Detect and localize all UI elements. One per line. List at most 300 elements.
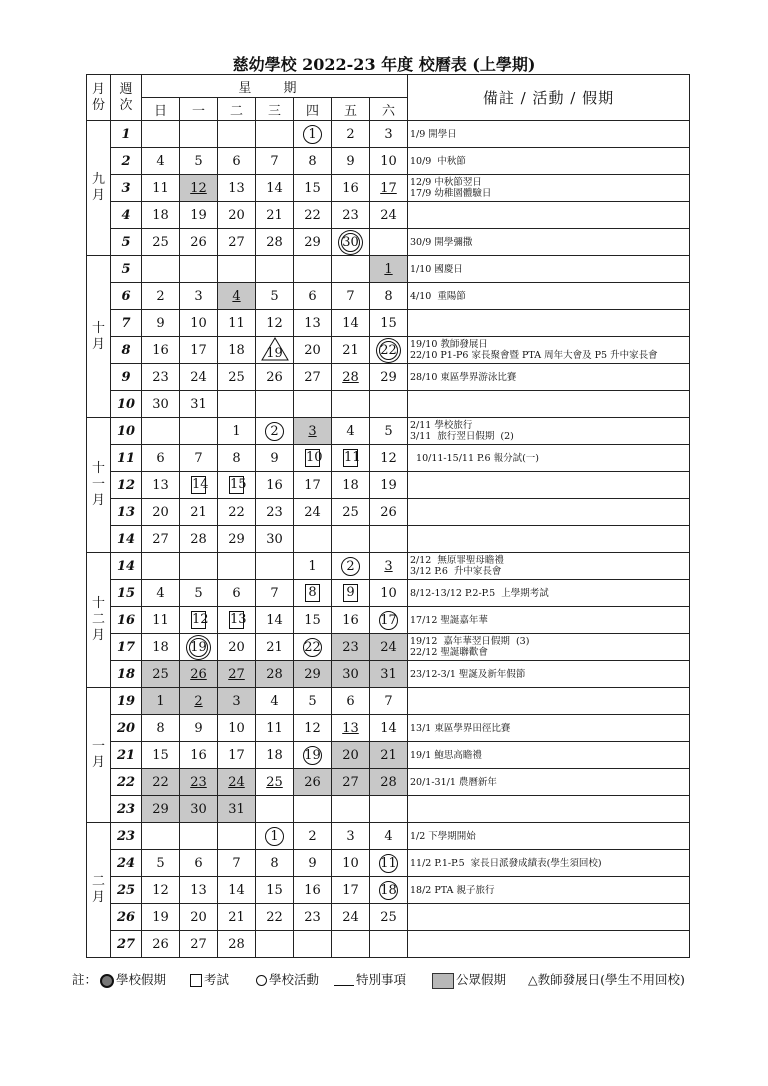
day-cell [218,580,256,607]
day-number: 1 [384,261,393,277]
week-number: 13 [111,499,142,526]
week-number: 23 [111,796,142,823]
day-cell [180,661,218,688]
day-number: 23 [342,639,359,655]
day-cell [332,283,370,310]
day-cell [218,364,256,391]
day-number: 27 [342,774,359,790]
day-number: 16 [342,612,359,628]
day-cell [142,553,180,580]
day-number: 16 [190,747,207,763]
day-number: 21 [342,342,359,358]
week-number: 26 [111,904,142,931]
day-cell [256,337,294,364]
remark-text: 8/12-13/12 P.2-P.5 上學期考試 [410,587,549,599]
remark-text: 3/12 P.6 升中家長會 [410,566,502,577]
day-number: 9 [308,855,317,871]
day-number: 31 [190,396,207,412]
week-number: 11 [111,445,142,472]
week-row [87,445,690,472]
day-number: 10 [190,315,207,331]
month-label: 一 月 [87,688,111,823]
day-number: 4 [270,693,279,709]
day-number: 20 [228,207,245,223]
day-cell [332,337,370,364]
remarks-cell [408,931,690,958]
filled-circle-icon [100,974,114,988]
day-cell [256,472,294,499]
day-cell [180,823,218,850]
day-number: 12 [304,720,321,736]
day-number: 14 [228,882,245,898]
day-cell [256,796,294,823]
remark-text: 4/10 重陽節 [410,290,466,302]
day-cell [180,931,218,958]
day-number: 6 [156,450,165,466]
day-number: 1 [232,423,241,439]
week-row [87,931,690,958]
day-cell [256,175,294,202]
day-number: 7 [270,153,279,169]
week-row [87,715,690,742]
month-label: 九 月 [87,121,111,256]
week-number: 2 [111,148,142,175]
day-cell [332,364,370,391]
day-number: 3 [194,288,203,304]
day-cell [256,283,294,310]
day-cell [332,769,370,796]
week-number: 14 [111,526,142,553]
day-number: 8 [305,584,320,602]
day-number: 9 [346,153,355,169]
week-row [87,391,690,418]
day-cell [370,742,408,769]
day-cell [294,580,332,607]
week-number: 12 [111,472,142,499]
day-number: 25 [380,909,397,925]
day-number: 18 [152,207,169,223]
day-cell [370,607,408,634]
remark-text: 19/12 嘉年華翌日假期 (3) [410,636,530,647]
day-cell [256,607,294,634]
day-cell [256,688,294,715]
day-number: 24 [380,207,397,223]
week-number: 19 [111,688,142,715]
day-cell [370,769,408,796]
day-cell [256,364,294,391]
day-number: 12 [266,315,283,331]
day-cell [180,364,218,391]
week-row [87,850,690,877]
day-cell [370,499,408,526]
day-cell [142,580,180,607]
weekday-header: 六 [370,98,408,121]
remarks-cell [408,715,690,742]
day-number: 20 [190,909,207,925]
day-cell [294,229,332,256]
remark-text: 28/10 東區學界游泳比賽 [410,371,517,383]
day-number: 5 [194,585,203,601]
day-cell [370,661,408,688]
day-number: 29 [228,531,245,547]
day-cell [332,742,370,769]
day-number: 13 [152,477,169,493]
day-number: 15 [230,477,247,492]
day-number: 16 [304,882,321,898]
week-row [87,472,690,499]
day-cell [370,202,408,229]
week-row [87,337,690,364]
day-cell [218,931,256,958]
day-cell [142,283,180,310]
day-cell [370,688,408,715]
day-cell [142,877,180,904]
month-label: 十 二 月 [87,553,111,688]
day-cell [218,499,256,526]
day-cell [180,607,218,634]
weekday-group-header: 星 期 [142,75,408,98]
remarks-cell [408,823,690,850]
day-number: 3 [384,558,393,574]
remarks-header: 備註 / 活動 / 假期 [408,75,690,121]
remarks-cell [408,256,690,283]
day-number: 13 [228,180,245,196]
day-cell [180,175,218,202]
day-cell [294,202,332,229]
page-title: 慈幼學校 2022-23 年度 校曆表 (上學期) [232,55,536,74]
week-number: 9 [111,364,142,391]
day-cell [294,742,332,769]
week-number: 10 [111,418,142,445]
day-number: 2 [341,557,360,576]
day-cell [218,850,256,877]
day-number: 11 [152,180,169,196]
day-number: 3 [346,828,355,844]
day-number: 15 [304,612,321,628]
day-cell [256,526,294,553]
square-icon [190,974,202,987]
day-number: 4 [384,828,393,844]
day-number: 19 [304,747,321,763]
day-cell [142,850,180,877]
day-cell [332,121,370,148]
day-cell [180,796,218,823]
day-number: 20 [304,342,321,358]
day-cell [332,391,370,418]
week-number: 20 [111,715,142,742]
day-cell [218,283,256,310]
day-number: 25 [342,504,359,520]
day-cell [370,796,408,823]
day-cell [180,580,218,607]
day-cell [256,121,294,148]
day-cell [180,742,218,769]
remark-text: 3/11 旅行翌日假期 (2) [410,431,514,442]
day-cell [294,688,332,715]
day-number: 4 [156,585,165,601]
week-row [87,553,690,580]
week-number: 10 [111,391,142,418]
day-number: 13 [230,612,247,627]
day-number: 10 [306,450,323,465]
day-cell [142,742,180,769]
remarks-cell [408,553,690,580]
calendar-table [86,74,690,958]
day-number: 18 [342,477,359,493]
day-cell [180,337,218,364]
day-number: 26 [266,369,283,385]
day-cell [218,661,256,688]
day-cell [218,310,256,337]
day-cell [332,850,370,877]
remark-text: 10/11-15/11 P.6 報分試(一) [410,452,539,464]
day-cell [180,202,218,229]
day-cell [142,472,180,499]
day-number: 2 [156,288,165,304]
day-cell [218,715,256,742]
remark-text: 11/2 P.1-P.5 家長日派發成績表(學生須回校) [410,857,602,869]
day-cell [218,742,256,769]
day-cell [332,256,370,283]
week-header: 週 次 [111,75,142,121]
day-cell [294,391,332,418]
day-cell [218,175,256,202]
day-number: 12 [192,612,209,627]
day-cell [256,931,294,958]
day-number: 24 [342,909,359,925]
day-number: 24 [304,504,321,520]
day-number: 12 [190,180,207,196]
remark-text: 18/2 PTA 親子旅行 [410,884,495,896]
day-number: 22 [266,909,283,925]
day-number: 22 [304,207,321,223]
remarks-cell [408,607,690,634]
day-number: 15 [304,180,321,196]
remark-text: 1/2 下學期開始 [410,830,476,842]
weekday-header: 一 [180,98,218,121]
day-number: 30 [342,234,359,250]
day-cell [180,445,218,472]
day-cell [142,607,180,634]
day-cell [294,175,332,202]
day-cell [256,742,294,769]
day-cell [218,904,256,931]
day-cell [218,796,256,823]
day-number: 28 [342,369,359,385]
day-cell [180,283,218,310]
day-number: 19 [380,477,397,493]
day-cell [256,391,294,418]
day-cell [256,661,294,688]
day-cell [370,634,408,661]
remarks-cell [408,121,690,148]
remarks-cell [408,769,690,796]
day-number: 27 [228,666,245,682]
day-cell [370,580,408,607]
day-cell [332,148,370,175]
remark-text: 12/9 中秋節翌日 [410,177,482,188]
day-cell [256,148,294,175]
day-cell [142,769,180,796]
week-row [87,904,690,931]
day-cell [218,418,256,445]
day-number: 18 [266,747,283,763]
day-number: 27 [304,369,321,385]
remarks-cell [408,850,690,877]
day-number: 1 [265,827,284,846]
day-cell [294,661,332,688]
day-cell [332,688,370,715]
day-number: 7 [270,585,279,601]
day-number: 17 [380,180,397,196]
day-cell [142,499,180,526]
day-number: 4 [232,288,241,304]
day-cell [180,148,218,175]
week-number: 4 [111,202,142,229]
day-cell [142,202,180,229]
remark-text: 22/10 P1-P6 家長聚會暨 PTA 周年大會及 P5 升中家長會 [410,350,658,361]
day-number: 26 [380,504,397,520]
day-number: 20 [152,504,169,520]
day-cell [294,931,332,958]
day-cell [256,418,294,445]
day-number: 8 [384,288,393,304]
weekday-header: 三 [256,98,294,121]
day-cell [370,715,408,742]
day-number: 18 [228,342,245,358]
remark-text: 23/12-3/1 聖誕及新年假節 [410,668,526,680]
day-number: 5 [194,153,203,169]
day-number: 6 [308,288,317,304]
day-cell [332,661,370,688]
remarks-cell [408,472,690,499]
day-cell [370,283,408,310]
day-number: 14 [380,720,397,736]
remark-text: 1/9 開學日 [410,128,457,140]
remark-text: 30/9 開學彌撒 [410,236,473,248]
day-cell [218,391,256,418]
legend-holiday: 學校假期 [100,970,166,988]
day-number: 27 [152,531,169,547]
day-number: 2 [346,126,355,142]
day-cell [294,526,332,553]
day-number: 5 [156,855,165,871]
day-cell [256,715,294,742]
day-cell [332,526,370,553]
week-row [87,877,690,904]
remarks-cell [408,364,690,391]
day-cell [142,418,180,445]
day-number: 13 [190,882,207,898]
week-number: 22 [111,769,142,796]
day-number: 31 [380,666,397,682]
day-number: 19 [261,339,289,361]
remarks-cell [408,904,690,931]
remarks-cell [408,796,690,823]
day-number: 23 [304,909,321,925]
day-cell [370,445,408,472]
day-cell [218,148,256,175]
day-cell [370,175,408,202]
day-cell [180,256,218,283]
day-cell [332,310,370,337]
week-number: 18 [111,661,142,688]
day-number: 11 [344,450,361,465]
remark-text: 19/1 鮑思高瞻禮 [410,749,482,761]
day-number: 9 [343,584,358,602]
day-cell [218,229,256,256]
day-cell [218,607,256,634]
day-number: 29 [152,801,169,817]
day-number: 8 [232,450,241,466]
day-number: 20 [342,747,359,763]
week-row [87,634,690,661]
day-cell [218,445,256,472]
day-number: 14 [266,612,283,628]
day-number: 3 [232,693,241,709]
day-number: 14 [192,477,209,492]
day-cell [370,553,408,580]
day-cell [142,823,180,850]
day-cell [294,904,332,931]
day-number: 8 [308,153,317,169]
day-cell [370,526,408,553]
day-number: 26 [190,234,207,250]
week-number: 6 [111,283,142,310]
day-cell [332,499,370,526]
day-cell [142,904,180,931]
day-number: 2 [194,693,203,709]
day-cell [180,688,218,715]
legend-special: 特別事項 [334,970,406,988]
legend-exam: 考試 [190,970,229,988]
day-cell [294,148,332,175]
remarks-cell [408,391,690,418]
day-cell [180,229,218,256]
day-cell [180,499,218,526]
remark-text: 17/12 聖誕嘉年華 [410,614,488,626]
day-cell [370,229,408,256]
day-number: 5 [384,423,393,439]
week-row [87,148,690,175]
week-row [87,310,690,337]
day-number: 29 [380,369,397,385]
day-cell [218,472,256,499]
day-cell [294,796,332,823]
day-cell [294,823,332,850]
day-number: 26 [304,774,321,790]
day-cell [370,418,408,445]
day-cell [180,877,218,904]
day-cell [256,499,294,526]
week-row [87,661,690,688]
week-number: 15 [111,580,142,607]
day-cell [218,769,256,796]
remarks-cell [408,337,690,364]
day-number: 28 [266,666,283,682]
remarks-cell [408,148,690,175]
day-cell [256,310,294,337]
day-number: 22 [380,342,397,358]
day-number: 15 [152,747,169,763]
day-cell [332,607,370,634]
week-row [87,283,690,310]
day-number: 10 [380,585,397,601]
remarks-cell [408,742,690,769]
day-number: 15 [266,882,283,898]
day-number: 2 [265,422,284,441]
day-cell [294,445,332,472]
